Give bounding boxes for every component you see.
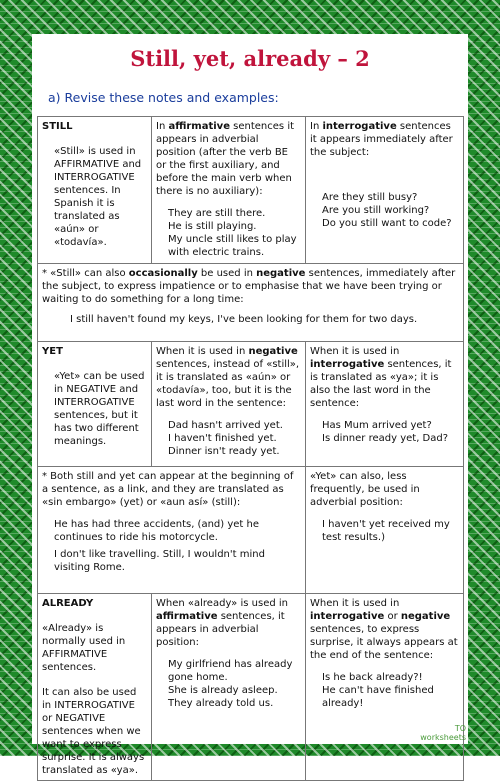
still-negative-example: I still haven't found my keys, I've been looking for them for two days. [70, 314, 418, 325]
instruction-text: a) Revise these notes and examples: [48, 90, 279, 105]
yet-intro-cell [38, 342, 152, 467]
yet-adverbial-note: «Yet» can also, less frequently, be used in adverbial position: [310, 471, 420, 508]
example-sentence: He has had three accidents, (and) yet he continues to ride his motorcycle. [54, 519, 260, 543]
yet-link-examples [42, 518, 301, 574]
yet-adverbial-cell [306, 467, 464, 594]
yet-negative-examples [156, 419, 301, 458]
still-interrogative-examples [310, 191, 459, 230]
example-sentence: My girlfriend has already gone home. [168, 659, 293, 683]
still-negative-note: * «Still» can also occasionally be used in negative sentences, immediately after the subject, to express impatience or to emphasise that we have been trying or waiting to do something for a long time: [42, 268, 456, 305]
already-interrogative-cell [306, 594, 464, 781]
example-sentence: Has Mum arrived yet? [322, 420, 432, 431]
page-title: Still, yet, already – 2 [130, 46, 370, 71]
grammar-table [37, 116, 464, 781]
still-note-row [38, 264, 464, 342]
yet-link-note-cell [38, 467, 306, 594]
yet-adverbial-example: I haven't yet received my test results.) [322, 519, 450, 543]
example-sentence: I haven't finished yet. [168, 433, 277, 444]
already-affirmative-rule: When «already» is used in affirmative sentences, it appears in adverbial position: [156, 598, 288, 648]
yet-note-row [38, 467, 464, 594]
still-affirmative-examples [156, 207, 301, 259]
example-sentence: Dinner isn't ready yet. [168, 446, 280, 457]
already-interrogative-rule: When it is used in interrogative or negative sentences, to express surprise, it always appears at the end of the sentence: [310, 598, 458, 661]
yet-interrogative-rule: When it is used in interrogative sentences, it is translated as «ya»; it is also the last word in the sentence: [310, 346, 452, 409]
example-sentence: Is he back already?! [322, 672, 423, 683]
already-label: ALREADY [42, 598, 94, 609]
already-intro-text: «Already» is normally used in AFFIRMATIVE sentences. [42, 623, 126, 673]
still-label: STILL [42, 121, 73, 132]
yet-row [38, 342, 464, 467]
yet-negative-cell [152, 342, 306, 467]
logo-text: TO [454, 724, 466, 733]
example-sentence: Is dinner ready yet, Dad? [322, 433, 449, 444]
still-interrogative-rule: In interrogative sentences it appears immediately after the subject: [310, 121, 453, 158]
example-sentence: I don't like travelling. Still, I wouldn't mind visiting Rome. [54, 549, 265, 573]
yet-interrogative-cell [306, 342, 464, 467]
example-sentence: They are still there. [168, 208, 266, 219]
yet-intro-text: «Yet» can be used in NEGATIVE and INTERROGATIVE sentences, but it has two different meanings. [54, 371, 145, 447]
worksheets-logo[interactable] [420, 724, 466, 742]
worksheet-page [32, 34, 468, 776]
still-note-cell [38, 264, 464, 342]
still-interrogative-cell [306, 117, 464, 264]
example-sentence: Are they still busy? [322, 192, 418, 203]
still-affirmative-rule: In affirmative sentences it appears in adverbial position (after the verb BE or the first auxiliary, and before the main verb when there is no auxiliary): [156, 121, 295, 197]
logo-text: worksheets [420, 733, 466, 742]
example-sentence: He is still playing. [168, 221, 257, 232]
example-sentence: They already told us. [168, 698, 274, 709]
yet-link-note: * Both still and yet can appear at the beginning of a sentence, as a link, and they are translated as «sin embargo» (yet) or «aun así» (still): [42, 471, 294, 508]
yet-label: YET [42, 346, 63, 357]
still-intro-text: «Still» is used in AFFIRMATIVE and INTERROGATIVE sentences. In Spanish it is translated as «aún» or «todavía». [54, 146, 142, 248]
still-intro-cell [38, 117, 152, 264]
already-surprise-text: It can also be used in INTERROGATIVE or NEGATIVE sentences when we want to express surprise. It is always translated as «ya». [42, 687, 145, 776]
example-sentence: My uncle still likes to play with electric trains. [168, 234, 297, 258]
already-intro-cell [38, 594, 152, 781]
example-sentence: She is already asleep. [168, 685, 278, 696]
still-affirmative-cell [152, 117, 306, 264]
already-affirmative-cell [152, 594, 306, 781]
example-sentence: He can't have finished already! [322, 685, 434, 709]
already-affirmative-examples [156, 658, 301, 710]
yet-negative-rule: When it is used in negative sentences, instead of «still», it is translated as «aún» or «todavía», too, but it is the last word in the sentence: [156, 346, 300, 409]
example-sentence: Do you still want to code? [322, 218, 452, 229]
already-row [38, 594, 464, 781]
example-sentence: Are you still working? [322, 205, 430, 216]
yet-interrogative-examples [310, 419, 459, 445]
already-interrogative-examples [310, 671, 459, 710]
example-sentence: Dad hasn't arrived yet. [168, 420, 283, 431]
still-row [38, 117, 464, 264]
